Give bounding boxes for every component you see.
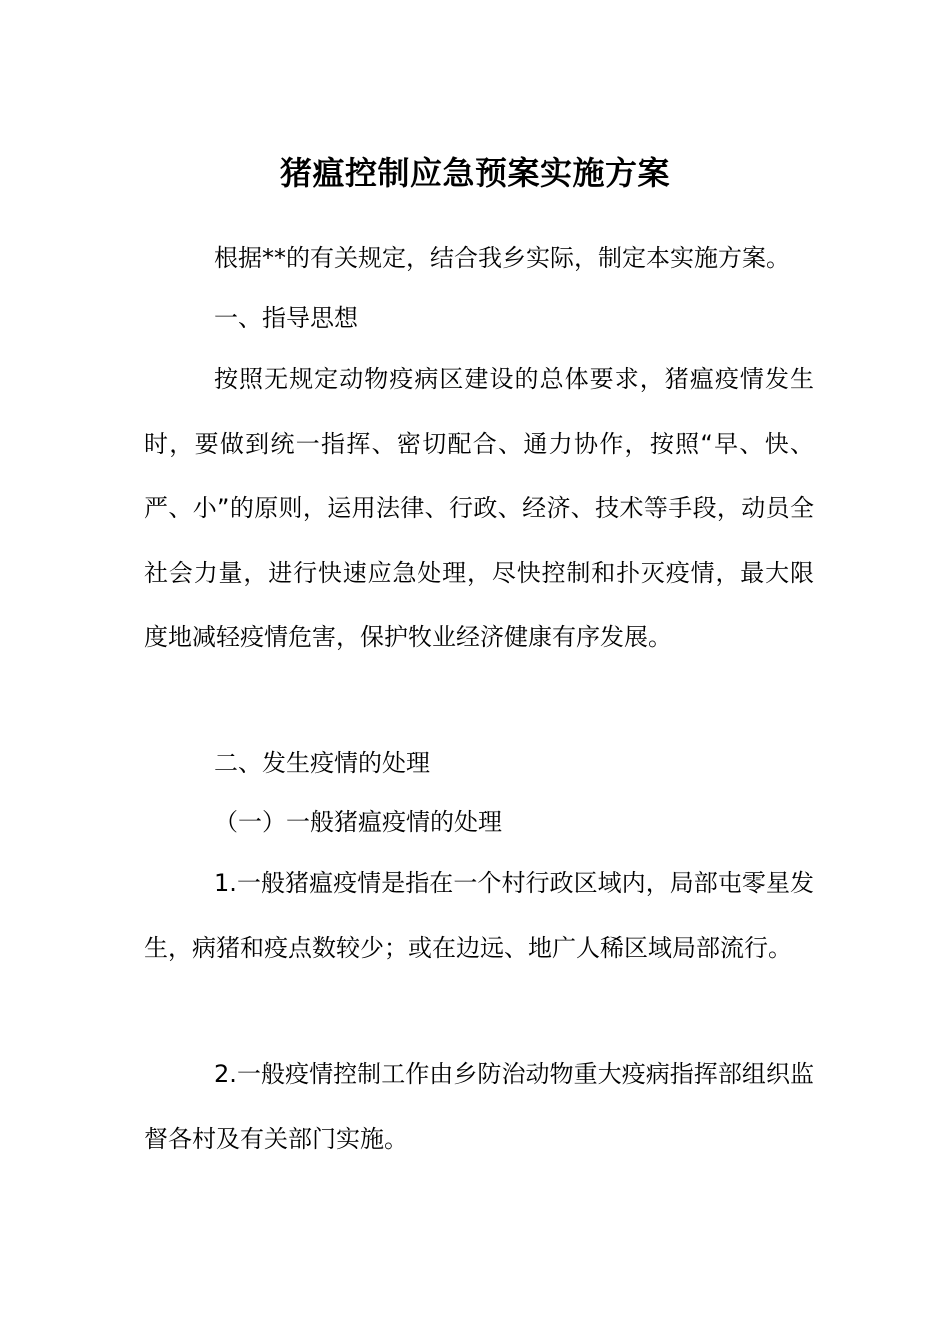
section-1-paragraph: 按照无规定动物疫病区建设的总体要求，猪瘟疫情发生时，要做到统一指挥、密切配合、通力协作，按照“早、快、严、小”的原则，运用法律、行政、经济、技术等手段，动员全社会力量，进行快速应急处理，尽快控制和扑灭疫情，最大限度地减轻疫情危害，保护牧业经济健康有序发展。 xyxy=(144,365,814,651)
item-2-paragraph: 2.一般疫情控制工作由乡防治动物重大疫病指挥部组织监督各村及有关部门实施。 xyxy=(144,1060,814,1153)
document-title: 猪瘟控制应急预案实施方案 xyxy=(279,154,670,193)
intro-paragraph: 根据**的有关规定，结合我乡实际，制定本实施方案。 xyxy=(214,244,790,272)
section-2-heading: 二、发生疫情的处理 xyxy=(214,749,430,777)
subsection-1-heading: （一）一般猪瘟疫情的处理 xyxy=(214,808,502,836)
section-1-heading: 一、指导思想 xyxy=(214,304,358,332)
item-1-paragraph: 1.一般猪瘟疫情是指在一个村行政区域内，局部屯零星发生，病猪和疫点数较少；或在边远、地广人稀区域局部流行。 xyxy=(144,869,814,962)
